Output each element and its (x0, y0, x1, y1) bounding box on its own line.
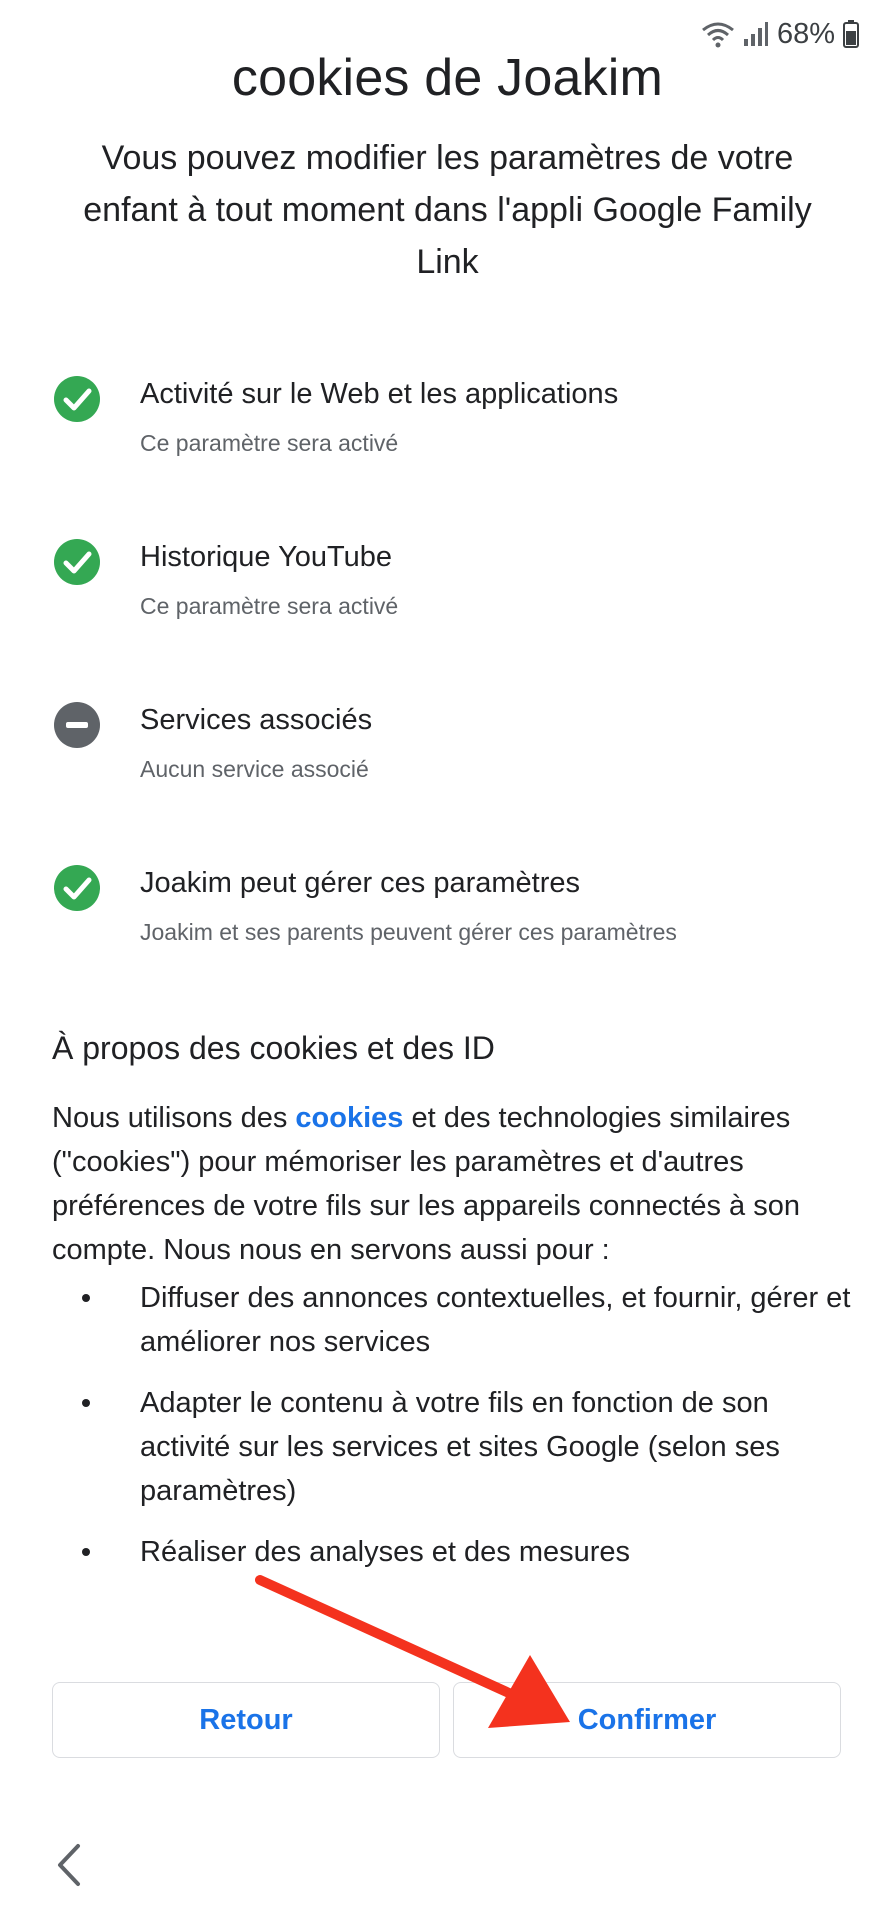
about-cookies-heading: À propos des cookies et des ID (52, 1030, 495, 1066)
list-item (52, 1276, 852, 1364)
battery-percentage: 68% (776, 17, 835, 50)
signal-icon (743, 21, 769, 47)
minus-icon (54, 702, 100, 748)
paragraph-text-end: et des technologies similaires ("cookies") pour mémoriser les paramètres et d'autres préférences de votre fils sur les appareils connectés à son compte. Nous nous en servons aussi pour : (52, 1102, 800, 1266)
back-button[interactable]: Retour (52, 1682, 440, 1758)
confirm-button[interactable]: Confirmer (453, 1682, 841, 1758)
setting-description: Ce paramètre sera activé (140, 430, 399, 456)
setting-description: Joakim et ses parents peuvent gérer ces paramètres (140, 919, 677, 945)
setting-title: Activité sur le Web et les applications (140, 378, 619, 410)
bullet-list (52, 1276, 852, 1591)
bullet-dot (82, 1294, 90, 1302)
setting-description: Aucun service associé (140, 756, 369, 782)
setting-linked-services (0, 696, 895, 816)
wifi-icon (701, 20, 735, 48)
page-subtitle: Vous pouvez modifier les paramètres de votre enfant à tout moment dans l'appli Google Family Link (83, 139, 812, 281)
setting-description: Ce paramètre sera activé (140, 593, 399, 619)
check-icon (54, 539, 100, 585)
setting-title: Historique YouTube (140, 541, 393, 573)
page-title: cookies de Joakim (231, 49, 664, 107)
setting-web-activity (0, 370, 895, 490)
battery-icon (843, 20, 859, 48)
bullet-text: Diffuser des annonces contextuelles, et fournir, gérer et améliorer nos services (140, 1282, 851, 1358)
bullet-text: Réaliser des analyses et des mesures (140, 1536, 631, 1568)
nav-back-icon[interactable] (54, 1842, 84, 1888)
annotation-arrow-icon (230, 1560, 610, 1740)
bullet-dot (82, 1548, 90, 1556)
list-item (52, 1381, 852, 1513)
cookies-link[interactable]: cookies (295, 1102, 404, 1134)
bullet-dot (82, 1399, 90, 1407)
setting-can-manage (0, 859, 895, 979)
setting-youtube-history (0, 533, 895, 653)
setting-title: Joakim peut gérer ces paramètres (140, 867, 581, 899)
check-icon (54, 376, 100, 422)
paragraph-text-start: Nous utilisons des (52, 1102, 296, 1134)
about-cookies-paragraph (52, 1096, 852, 1272)
setting-title: Services associés (140, 704, 373, 736)
check-icon (54, 865, 100, 911)
bullet-text: Adapter le contenu à votre fils en fonction de son activité sur les services et sites Google (selon ses paramètres) (140, 1387, 780, 1507)
